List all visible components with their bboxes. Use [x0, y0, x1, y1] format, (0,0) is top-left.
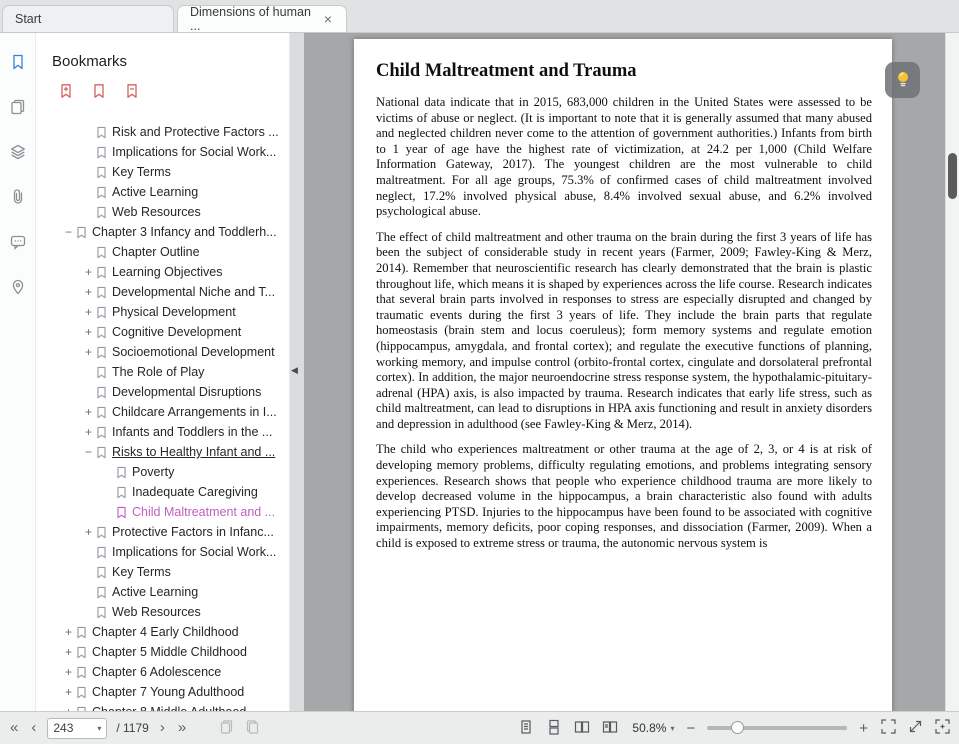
bookmark-icon [95, 266, 112, 279]
body-paragraph: The child who experiences maltreatment or other trauma at the age of 2, 3, or 4 is at risk of developing memory problems, difficulty regulating emotions, and problems integrating sensory experiences. Research shows that people who experience childhood trauma are more likely to develop decreased volume in the hippocampus, a brain characteristic also found with adults experiencing PTSD. Injuries to the hippocampus have been found to be associated with cognitive impairments, memory deficits, poor coping responses, and dissociation (Farmer, 2009). When a child is exposed to extreme stress or trauma, the autonomic nervous system is [376, 442, 872, 551]
bookmarks-panel [36, 33, 290, 711]
bookmark-tree-item[interactable] [36, 542, 289, 562]
bookmark-tree-item[interactable] [36, 342, 289, 362]
bookmark-label: Socioemotional Development [112, 345, 275, 359]
bookmark-label: Developmental Niche and T... [112, 285, 276, 299]
first-page-button[interactable]: « [10, 719, 19, 736]
bookmark-tree-item[interactable] [36, 622, 289, 642]
view-mode-buttons [518, 712, 618, 744]
bookmark-tree-item[interactable] [36, 182, 289, 202]
destinations-panel-icon[interactable] [7, 276, 29, 298]
bookmark-label: Infants and Toddlers in the ... [112, 425, 273, 439]
tree-expander-minus-icon[interactable]: − [84, 444, 92, 459]
zoom-slider[interactable] [707, 726, 847, 730]
bookmark-options-button[interactable] [124, 83, 140, 104]
bookmark-tree-item[interactable] [36, 482, 289, 502]
bookmark-label: Learning Objectives [112, 265, 223, 279]
fullscreen-button[interactable] [934, 718, 951, 738]
bookmark-tree-item[interactable] [36, 222, 289, 242]
bookmark-label: Poverty [132, 465, 175, 479]
bookmark-icon [95, 306, 112, 319]
page-heading: Child Maltreatment and Trauma [376, 61, 637, 81]
tree-expander-plus-icon[interactable]: + [84, 304, 92, 319]
bookmark-icon [75, 666, 92, 679]
bookmark-tree-item[interactable] [36, 442, 289, 462]
bookmark-icon [95, 566, 112, 579]
bookmark-tree-item[interactable] [36, 242, 289, 262]
next-view-button[interactable] [244, 719, 260, 738]
bookmark-icon [95, 526, 112, 539]
page-number-input[interactable] [47, 718, 107, 739]
fit-page-button[interactable] [880, 718, 897, 738]
body-paragraph: National data indicate that in 2015, 683,000 children in the United States were assessed to be victims of abuse or neglect. (It is important to note that it is generally assumed that many abused and neglected children never come to the attention of government authorities.) Infants from birth to 1 year of age have the highest rate of victimization, at 24.2 per 1,000 (Child Welfare Information Gateway, 2017). The youngest children are the most vulnerable to child maltreatment. For all age groups, 75.3% of confirmed cases of child maltreatment involved neglect, 17.2% involved physical abuse, 8.4% involved sexual abuse, and 6.2% involved psychological abuse. [376, 95, 872, 219]
facing-view-button[interactable] [574, 719, 590, 738]
bookmark-icon [115, 506, 132, 519]
pages-panel-icon[interactable] [7, 96, 29, 118]
bookmark-icon [95, 366, 112, 379]
bookmark-icon [95, 346, 112, 359]
bookmark-tree-item[interactable] [36, 122, 289, 142]
bookmarks-panel-icon[interactable] [7, 51, 29, 73]
panel-splitter[interactable] [290, 33, 304, 711]
bookmark-tree-item[interactable] [36, 562, 289, 582]
bookmark-tree-item[interactable] [36, 302, 289, 322]
main-content [0, 33, 959, 711]
zoom-slider-handle[interactable] [731, 721, 744, 734]
assistant-lightbulb-button[interactable] [885, 62, 920, 98]
bookmark-icon [95, 326, 112, 339]
previous-page-button[interactable]: ‹ [31, 719, 37, 736]
bookmark-label: Risks to Healthy Infant and ... [112, 445, 276, 459]
bookmark-icon [95, 286, 112, 299]
tab-document[interactable] [177, 5, 347, 32]
bookmark-label: Cognitive Development [112, 325, 242, 339]
tree-expander-plus-icon[interactable]: + [64, 664, 72, 679]
bookmark-label: Chapter 3 Infancy and Toddlerh... [92, 225, 277, 239]
bookmark-label: Implications for Social Work... [112, 545, 277, 559]
bookmark-label: Chapter 6 Adolescence [92, 665, 222, 679]
body-paragraph: The effect of child maltreatment and other trauma on the brain during the first 3 years of life has been the subject of considerable study in recent years (Farmer, 2009; Fawley-King & Merz, 2014). Remember that neuroscientific research has clearly demonstrated that the brain is plastic throughout life, which means it is shaped by experiences across the life course. Research indicates that several brain parts involved in responses to stress are especially disrupted and changed by traumatic events during the first 3 years of life. They include the brain parts that regulate homeostasis (brain stem and locus coeruleus); form memory systems and regulate emotion (hippocampus, amygdala, and frontal cortex); and regulate the executive functions of planning, working memory, and impulse control (orbito-frontal cortex, cingulate and dorsolateral prefrontal cortex). In addition, the major neuroendocrine stress response system, the hypothalamic-pituitary-adrenal (HPA) axis, is also impacted by trauma. Research indicates that early life stress, such as child maltreatment, can lead to disruptions in HPA axis functioning and result in anxiety disorders and depression in adulthood (see Fawley-King & Merz, 2014). [376, 229, 872, 431]
add-bookmark-button[interactable] [58, 83, 74, 104]
bookmark-icon [95, 206, 112, 219]
bookmark-tree-item[interactable] [36, 662, 289, 682]
bookmark-tree-item[interactable] [36, 422, 289, 442]
zoom-out-button[interactable]: − [686, 719, 696, 737]
zoom-level-value: 50.8% [632, 721, 667, 735]
bookmark-tree-item[interactable] [36, 382, 289, 402]
bookmark-icon [95, 166, 112, 179]
bookmark-tree-item[interactable] [36, 582, 289, 602]
bookmark-tree-item[interactable] [36, 502, 289, 522]
pdf-page [354, 39, 892, 733]
bookmark-label: Active Learning [112, 185, 199, 199]
lightbulb-icon [893, 69, 913, 91]
bookmark-icon [75, 646, 92, 659]
tree-expander-plus-icon[interactable]: + [84, 284, 92, 299]
bookmark-tree-item[interactable] [36, 642, 289, 662]
bookmark-tree-item[interactable] [36, 602, 289, 622]
bookmark-tree-item[interactable] [36, 142, 289, 162]
bookmark-icon [75, 226, 92, 239]
tree-expander-minus-icon[interactable]: − [64, 224, 72, 239]
tree-expander-plus-icon[interactable]: + [84, 324, 92, 339]
bookmark-icon [95, 246, 112, 259]
document-view[interactable] [304, 33, 959, 711]
bookmark-label: Key Terms [112, 165, 171, 179]
page-navigation [8, 712, 260, 744]
tree-expander-plus-icon[interactable]: + [64, 624, 72, 639]
chevron-down-icon: ▾ [97, 723, 102, 733]
expand-bookmark-button[interactable] [91, 83, 107, 104]
bookmark-tree-item[interactable] [36, 362, 289, 382]
sidebar-icon-strip [0, 33, 36, 711]
next-page-button[interactable]: › [159, 719, 165, 736]
status-bar [0, 711, 959, 744]
bookmark-tree-item[interactable] [36, 202, 289, 222]
bookmark-icon [95, 146, 112, 159]
bookmark-tree-item[interactable] [36, 322, 289, 342]
bookmark-label: The Role of Play [112, 365, 205, 379]
zoom-level-dropdown[interactable] [632, 721, 674, 735]
bookmark-icon [75, 686, 92, 699]
bookmark-tree-item[interactable] [36, 522, 289, 542]
bookmark-label: Childcare Arrangements in I... [112, 405, 277, 419]
bookmark-icon [95, 126, 112, 139]
tree-expander-plus-icon[interactable]: + [64, 684, 72, 699]
tab-document-label: Dimensions of human ... [190, 5, 311, 33]
bookmark-icon [95, 546, 112, 559]
tree-expander-plus-icon[interactable]: + [84, 344, 92, 359]
bookmark-icon [115, 466, 132, 479]
bookmark-tree-item[interactable] [36, 682, 289, 702]
tree-expander-plus-icon[interactable]: + [84, 404, 92, 419]
bookmark-icon [75, 626, 92, 639]
bookmark-label: Active Learning [112, 585, 199, 599]
bookmark-icon [95, 386, 112, 399]
page-total-label: / 1179 [116, 721, 149, 735]
attachments-panel-icon[interactable] [7, 186, 29, 208]
vertical-scrollbar[interactable] [945, 33, 959, 711]
bookmark-icon [95, 426, 112, 439]
bookmark-label: Developmental Disruptions [112, 385, 262, 399]
bookmark-label: Risk and Protective Factors ... [112, 125, 279, 139]
continuous-view-button[interactable] [546, 719, 562, 738]
bookmark-tree [36, 108, 289, 722]
tree-expander-plus-icon[interactable]: + [64, 644, 72, 659]
zoom-controls [632, 712, 951, 744]
chevron-down-icon: ▾ [670, 723, 675, 733]
bookmark-icon [95, 606, 112, 619]
page-number-value: 243 [53, 721, 74, 735]
page-body [376, 95, 872, 552]
bookmark-label: Physical Development [112, 305, 236, 319]
scrollbar-thumb[interactable] [948, 153, 957, 199]
tree-expander-plus-icon[interactable]: + [84, 424, 92, 439]
bookmark-tree-item[interactable] [36, 262, 289, 282]
bookmark-label: Key Terms [112, 565, 171, 579]
bookmark-label: Implications for Social Work... [112, 145, 277, 159]
layers-panel-icon[interactable] [7, 141, 29, 163]
bookmark-tree-item[interactable] [36, 282, 289, 302]
collapse-panel-icon[interactable]: ◀ [291, 365, 298, 375]
bookmark-label: Chapter 4 Early Childhood [92, 625, 239, 639]
bookmarks-toolbar [36, 70, 289, 108]
bookmarks-panel-title: Bookmarks [52, 53, 128, 70]
bookmark-label: Chapter Outline [112, 245, 200, 259]
tab-close-icon[interactable]: × [323, 11, 332, 27]
actual-size-button[interactable] [907, 718, 924, 738]
bookmark-label: Web Resources [112, 205, 201, 219]
bookmark-label: Chapter 5 Middle Childhood [92, 645, 247, 659]
bookmark-label: Protective Factors in Infanc... [112, 525, 274, 539]
tree-expander-plus-icon[interactable]: + [84, 264, 92, 279]
bookmark-tree-item[interactable] [36, 162, 289, 182]
bookmark-icon [95, 186, 112, 199]
bookmark-label: Web Resources [112, 605, 201, 619]
tree-expander-plus-icon[interactable]: + [84, 524, 92, 539]
tab-start[interactable] [2, 5, 174, 32]
previous-view-button[interactable] [219, 719, 235, 738]
bookmark-tree-item[interactable] [36, 462, 289, 482]
bookmark-icon [95, 446, 112, 459]
bookmark-icon [115, 486, 132, 499]
single-page-view-button[interactable] [518, 719, 534, 738]
last-page-button[interactable]: » [177, 719, 187, 736]
book-view-button[interactable] [602, 719, 618, 738]
comments-panel-icon[interactable] [7, 231, 29, 253]
bookmark-tree-item[interactable] [36, 402, 289, 422]
bookmark-label: Inadequate Caregiving [132, 485, 258, 499]
bookmark-icon [95, 586, 112, 599]
bookmark-icon [95, 406, 112, 419]
bookmark-label: Chapter 7 Young Adulthood [92, 685, 245, 699]
bookmark-label: Child Maltreatment and ... [132, 505, 276, 519]
zoom-in-button[interactable]: + [859, 719, 868, 737]
tab-bar [0, 0, 959, 33]
tab-start-label: Start [15, 12, 42, 26]
